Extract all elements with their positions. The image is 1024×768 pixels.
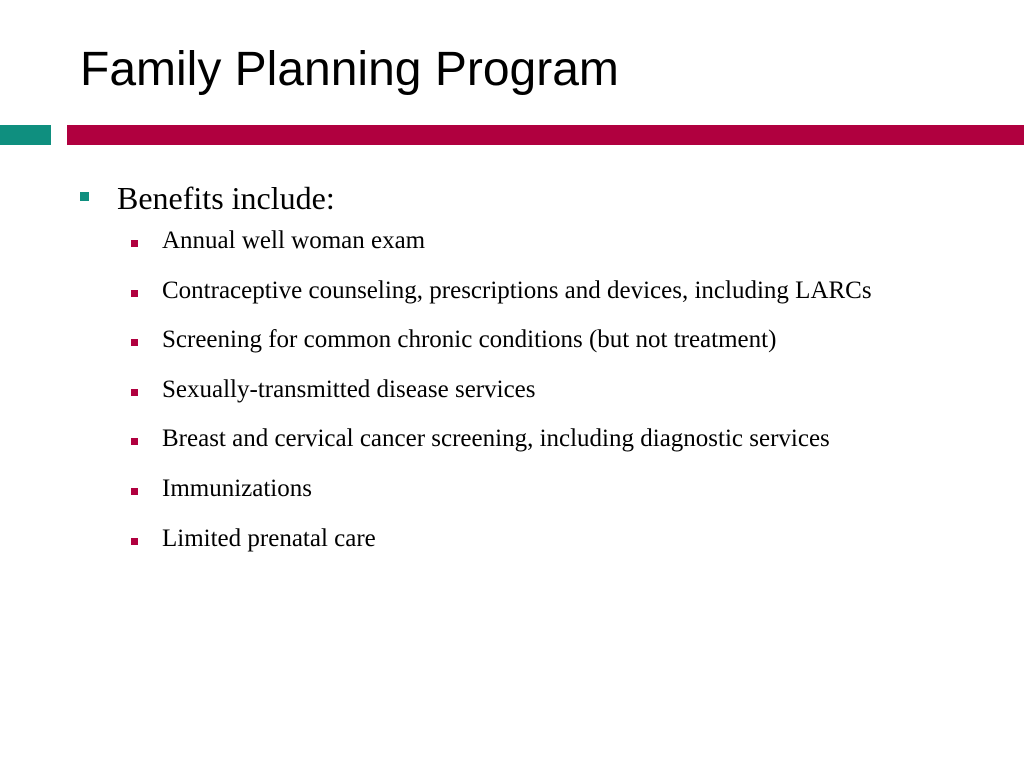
bullet-level1 <box>80 178 335 218</box>
list-item-text: Sexually-transmitted disease services <box>162 375 536 403</box>
slide-title: Family Planning Program <box>80 43 619 96</box>
list-item-text: Contraceptive counseling, prescriptions and devices, including LARCs <box>162 276 872 304</box>
benefits-list <box>131 227 872 579</box>
bullet-level1-text: Benefits include: <box>117 180 335 216</box>
list-item-text: Limited prenatal care <box>162 524 376 552</box>
square-bullet-icon <box>131 538 138 545</box>
list-item-text: Annual well woman exam <box>162 227 426 254</box>
square-bullet-icon <box>131 290 138 297</box>
list-item <box>131 524 872 580</box>
square-bullet-icon <box>131 389 138 396</box>
square-bullet-icon <box>80 192 89 201</box>
square-bullet-icon <box>131 339 138 346</box>
square-bullet-icon <box>131 438 138 445</box>
list-item-text: Screening for common chronic conditions (but not treatment) <box>162 326 777 354</box>
square-bullet-icon <box>131 488 138 495</box>
list-item-text: Breast and cervical cancer screening, including diagnostic services <box>162 425 830 453</box>
square-bullet-icon <box>131 240 138 247</box>
list-item-text: Immunizations <box>162 474 312 502</box>
